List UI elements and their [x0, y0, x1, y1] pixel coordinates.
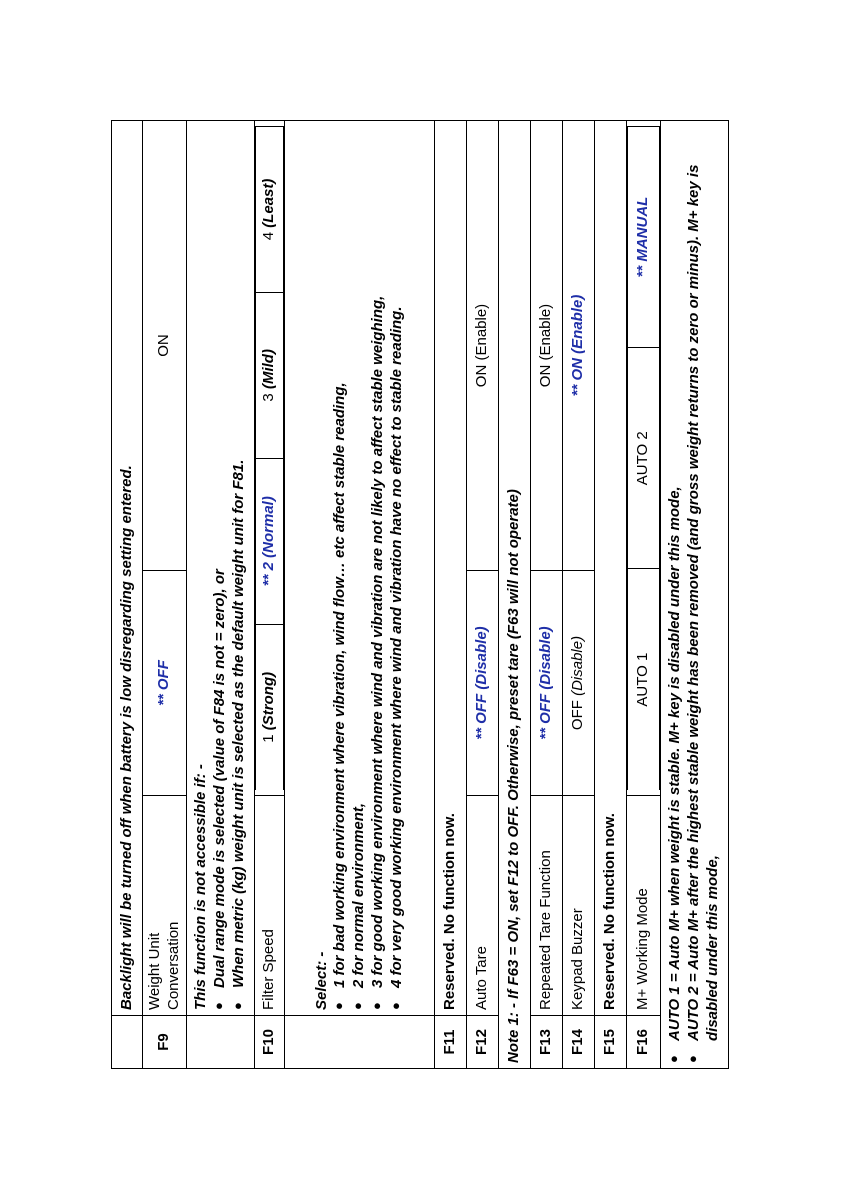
function-name-line1: Weight Unit	[145, 932, 163, 1010]
option-on: ON	[143, 121, 187, 571]
f10-note-title: Select: -	[312, 951, 330, 1010]
option-on: ON (Enable)	[531, 121, 563, 571]
function-code: F15	[595, 1016, 627, 1069]
filter-speed-options	[255, 121, 285, 796]
list-item: ● AUTO 2 = Auto M+ after the highest stable weight has been removed (and gross weight returns to zero or minus). M+ key is disabled under this mode,	[685, 126, 723, 1063]
f10-note-list	[331, 126, 406, 1010]
option-label: (Least)	[260, 178, 278, 228]
table-row-f13	[531, 121, 563, 1069]
f16-note	[661, 121, 729, 1069]
code-cell-empty	[112, 1016, 143, 1069]
f10-note	[285, 121, 435, 1016]
function-name: Filter Speed	[255, 796, 285, 1016]
reserved-text: Reserved. No function now.	[435, 121, 467, 1016]
function-code: F11	[435, 1016, 467, 1069]
table-row-f10	[255, 121, 285, 1069]
mplus-mode-options	[627, 121, 661, 796]
table-row-f14	[563, 121, 595, 1069]
option-number: 4	[260, 227, 278, 241]
filter-speed-option-grid	[255, 126, 284, 790]
function-name: Repeated Tare Function	[531, 796, 563, 1016]
function-settings-table	[111, 120, 729, 1069]
rotated-page	[111, 121, 726, 1069]
option-off-default: ** OFF (Disable)	[531, 571, 563, 796]
option-least	[256, 127, 284, 293]
function-name	[143, 796, 187, 1016]
option-off-default: ** OFF (Disable)	[467, 571, 499, 796]
list-item: ● 3 for good working environment where wind and vibration are not likely to affect stable weighing,	[369, 126, 388, 1010]
function-name: Keypad Buzzer	[563, 796, 595, 1016]
option-mild	[256, 292, 284, 458]
f9-note	[187, 121, 255, 1016]
option-manual-default: ** MANUAL	[628, 127, 660, 348]
reserved-text: Reserved. No function now.	[595, 121, 627, 1016]
function-name-line2: Conversation	[164, 921, 182, 1010]
table-row-note	[187, 121, 255, 1069]
function-code: F16	[627, 1016, 661, 1069]
list-item: ● When metric (kg) weight unit is selected as the default weight unit for F81.	[230, 126, 249, 1010]
f9-note-list	[211, 126, 249, 1010]
option-auto1: AUTO 1	[628, 569, 660, 790]
list-item: ● 4 for very good working environment where wind and vibration have no effect to stable reading.	[388, 126, 407, 1010]
backlight-note: Backlight will be turned off when battery is low disregarding setting entered.	[112, 121, 143, 1016]
function-code: F13	[531, 1016, 563, 1069]
option-off-default: ** OFF	[143, 571, 187, 796]
f12-note: Note 1: - If F63 = ON, set F12 to OFF. Otherwise, preset tare (F63 will not operate)	[499, 121, 531, 1069]
option-strong	[256, 624, 284, 790]
table-row-f11	[435, 121, 467, 1069]
list-item: ● AUTO 1 = Auto M+ when weight is stable. M+ key is disabled under this mode,	[666, 126, 685, 1063]
table-row-f9	[143, 121, 187, 1069]
mplus-mode-option-grid	[627, 126, 660, 790]
function-code: F9	[143, 1016, 187, 1069]
option-number: 3	[260, 389, 278, 402]
option-number: 1	[260, 730, 278, 743]
option-off-word: OFF	[569, 695, 587, 731]
table-row-f12	[467, 121, 499, 1069]
function-name: M+ Working Mode	[627, 796, 661, 1016]
option-on-default: ** ON (Enable)	[563, 121, 595, 571]
code-cell-empty	[187, 1016, 255, 1069]
option-label: (Mild)	[260, 349, 278, 390]
f9-note-title: This function is not accessible if: -	[192, 764, 210, 1010]
function-code: F10	[255, 1016, 285, 1069]
function-code: F12	[467, 1016, 499, 1069]
option-off-detail: (Disable)	[569, 635, 587, 696]
option-normal-default: ** 2 (Normal)	[256, 458, 284, 624]
f16-note-list	[666, 126, 722, 1063]
table-row-note	[499, 121, 531, 1069]
table-row-f16	[627, 121, 661, 1069]
table-row-f15	[595, 121, 627, 1069]
option-off	[563, 571, 595, 796]
option-label: (Strong)	[260, 671, 278, 731]
code-cell-empty	[285, 1016, 435, 1069]
function-code: F14	[563, 1016, 595, 1069]
table-row	[112, 121, 143, 1069]
option-auto2: AUTO 2	[628, 348, 660, 569]
option-on: ON (Enable)	[467, 121, 499, 571]
list-item: ● 2 for normal environment,	[350, 126, 369, 1010]
list-item: ● Dual range mode is selected (value of F84 is not = zero), or	[211, 126, 230, 1010]
list-item: ● 1 for bad working environment where vibration, wind flow… etc affect stable reading,	[331, 126, 350, 1010]
table-row-note	[285, 121, 435, 1069]
table-row-note	[661, 121, 729, 1069]
function-name: Auto Tare	[467, 796, 499, 1016]
